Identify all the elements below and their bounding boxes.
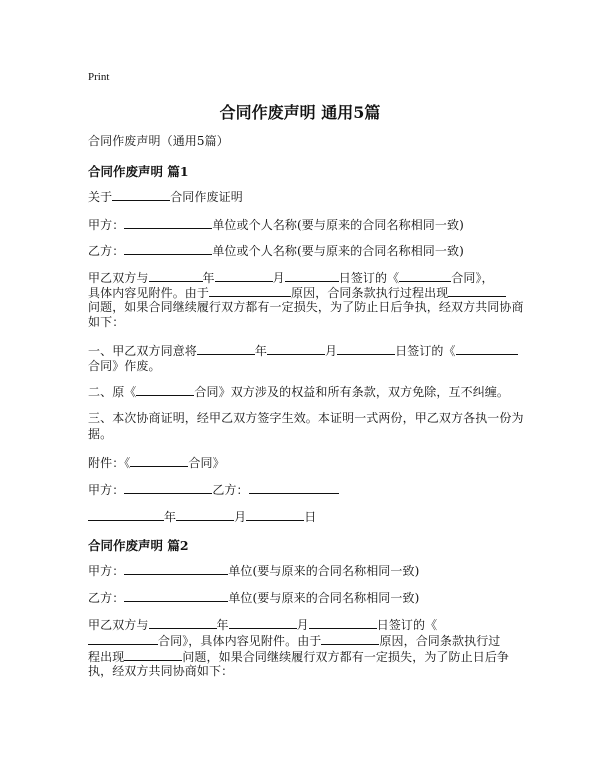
party-b-label: 乙方： — [88, 244, 125, 258]
party-a-desc: 单位或个人名称(要与原来的合同名称相同一致) — [212, 218, 464, 232]
blank-line — [124, 648, 182, 661]
party-a-label: 甲方： — [88, 218, 125, 232]
blank-line — [124, 216, 212, 229]
text: 日签订的《 — [395, 344, 456, 358]
item-2-line — [88, 383, 509, 400]
text: 年 — [254, 344, 268, 358]
attachment-line — [88, 454, 225, 471]
text: 原因，合同条款执行过程出现 — [291, 286, 449, 300]
text: 合同》， — [451, 271, 494, 285]
text: 原因，合同条款执行过 — [379, 634, 501, 648]
text: 一、甲乙双方同意将 — [88, 344, 197, 358]
text: 单位(要与原来的合同名称相同一致) — [228, 564, 420, 578]
party-a-line — [88, 216, 464, 233]
blank-line — [130, 454, 188, 467]
text: 年 — [164, 510, 177, 524]
blank-line — [215, 269, 273, 282]
blank-line — [249, 481, 339, 494]
about-text-b: 合同作废证明 — [170, 190, 243, 204]
signature-line — [88, 481, 339, 498]
item-1-line-2: 合同》作废。 — [88, 359, 161, 373]
text: 单位(要与原来的合同名称相同一致) — [228, 591, 420, 605]
s2-paragraph-line-4: 执，经双方共同协商如下： — [88, 664, 234, 678]
document-subtitle: 合同作废声明（通用5篇） — [88, 134, 229, 148]
party-b-desc: 单位或个人名称(要与原来的合同名称相同一致) — [212, 244, 464, 258]
blank-line — [267, 342, 325, 355]
item-1-line-1 — [88, 342, 518, 359]
text: 年 — [202, 271, 215, 285]
text: 二、原《 — [88, 385, 137, 399]
text: 附件：《 — [88, 456, 131, 470]
text: 年 — [216, 618, 229, 632]
text: 日签订的《 — [376, 618, 438, 632]
text: 合同》 — [188, 456, 225, 470]
blank-line — [197, 342, 255, 355]
about-line — [88, 188, 243, 205]
blank-line — [136, 383, 194, 396]
blank-line — [112, 188, 170, 201]
text: 甲方： — [88, 564, 125, 578]
text: 月 — [234, 510, 247, 524]
s2-party-b-line — [88, 589, 419, 606]
s2-party-a-line — [88, 562, 419, 579]
blank-line — [176, 508, 234, 521]
item-3-line-2: 据。 — [88, 427, 113, 441]
text: 日签订的《 — [338, 271, 400, 285]
text: 乙方： — [212, 483, 249, 497]
party-b-line — [88, 242, 464, 259]
text: 程出现 — [88, 650, 125, 664]
text: 月 — [325, 344, 338, 358]
text: 月 — [272, 271, 285, 285]
paragraph-1-line-4: 如下： — [88, 315, 125, 329]
text: 合同》双方涉及的权益和所有条款，双方免除，互不纠缠。 — [194, 385, 510, 399]
print-link[interactable]: Print — [88, 71, 110, 83]
blank-line — [149, 616, 217, 629]
text: 甲乙双方与 — [88, 271, 149, 285]
blank-line — [149, 269, 203, 282]
blank-line — [88, 508, 164, 521]
blank-line — [88, 632, 158, 645]
paragraph-1-line-3: 问题，如果合同继续履行双方都有一定损失，为了防止日后争执，经双方共同协商 — [88, 300, 524, 314]
blank-line — [124, 481, 212, 494]
blank-line — [124, 562, 228, 575]
blank-line — [399, 269, 451, 282]
date-line — [88, 508, 316, 525]
blank-line — [309, 616, 377, 629]
blank-line — [456, 342, 518, 355]
blank-line — [124, 242, 212, 255]
s2-paragraph-line-1 — [88, 616, 437, 633]
text: 合同》，具体内容见附件。由于 — [158, 634, 322, 648]
blank-line — [285, 269, 339, 282]
blank-line — [209, 284, 291, 297]
document-title: 合同作废声明 通用5篇 — [219, 103, 381, 122]
section-1-heading: 合同作废声明 篇1 — [88, 164, 189, 179]
blank-line — [337, 342, 395, 355]
blank-line — [229, 616, 297, 629]
text: 甲乙双方与 — [88, 618, 149, 632]
blank-line — [448, 284, 506, 297]
blank-line — [246, 508, 304, 521]
s2-paragraph-line-2 — [88, 632, 500, 649]
blank-line — [321, 632, 379, 645]
blank-line — [124, 589, 228, 602]
text: 日 — [304, 510, 317, 524]
text: 甲方： — [88, 483, 125, 497]
text: 问题，如果合同继续履行双方都有一定损失，为了防止日后争 — [182, 650, 510, 664]
about-text-a: 关于 — [88, 190, 113, 204]
text: 月 — [296, 618, 309, 632]
text: 具体内容见附件。由于 — [88, 286, 210, 300]
text: 乙方： — [88, 591, 125, 605]
section-2-heading: 合同作废声明 篇2 — [88, 538, 189, 553]
item-3-line-1: 三、本次协商证明，经甲乙双方签字生效。本证明一式两份，甲乙双方各执一份为 — [88, 411, 524, 425]
